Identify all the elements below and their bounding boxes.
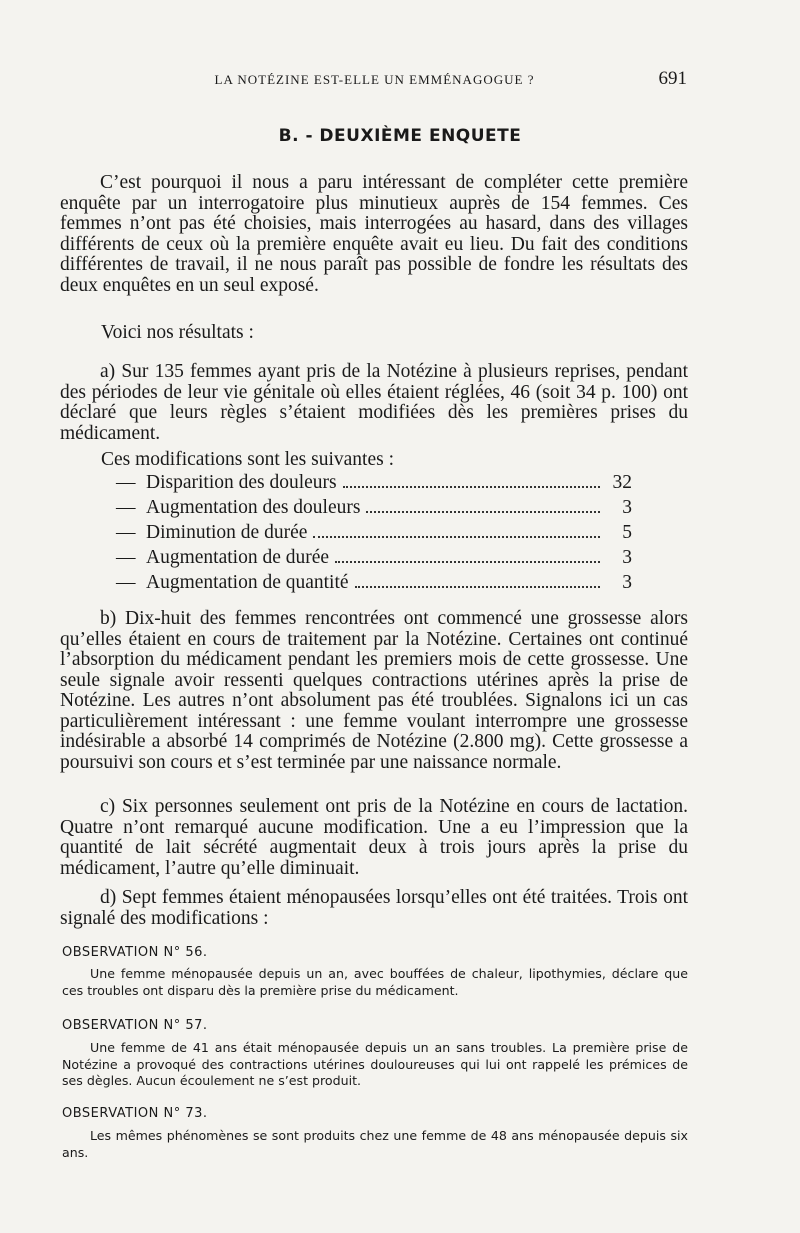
observation-text: Une femme ménopausée depuis un an, avec bouffées de chaleur, lipothymies, déclare que ces troubles ont disparu dès la première prise du médicament. (62, 966, 688, 998)
list-item (116, 497, 632, 522)
list-item-label: Diminution de durée (146, 522, 308, 543)
list-item-count: 32 (612, 472, 632, 493)
list-dash: — (116, 497, 136, 518)
list-item-label: Augmentation des douleurs (146, 497, 361, 518)
observation-heading: OBSERVATION N° 73. (62, 1106, 208, 1121)
observation-heading: OBSERVATION N° 57. (62, 1018, 208, 1033)
running-title: LA NOTÉZINE EST-ELLE UN EMMÉNAGOGUE ? (214, 72, 535, 87)
paragraph-c (60, 797, 688, 879)
list-item (116, 522, 632, 547)
paragraph-b-text: b) Dix-huit des femmes rencontrées ont commencé une grossesse alors qu’elles étaient en cours de traitement par la Notézine. Certaines ont continué l’absorption du médicament pendant les premiers mois de cette grossesse. Une seule signale avoir ressenti quelques contractions utérines après la prise de Notézine. Les autres n’ont absolument pas été troublées. Signalons ici un cas particulièrement intéressant : une femme voulant interrompre une grossesse indésirable a absorbé 14 comprimés de Notézine (2.800 mg). Cette grossesse a poursuivi son cours et s’est terminée par une naissance normale. (60, 608, 688, 773)
list-dash: — (116, 547, 136, 568)
observation-text: Une femme de 41 ans était ménopausée depuis un an sans troubles. La première prise de Notézine a provoqué des contractions utérines douloureuses qui lui ont rappelé les prémices de ses dègles. Aucun écoulement ne s’est produit. (62, 1040, 688, 1088)
paragraph-b (60, 609, 688, 773)
section-title: B. - DEUXIÈME ENQUETE (278, 126, 522, 146)
dot-leader (366, 511, 600, 513)
list-item (116, 572, 632, 597)
observation-text: Les mêmes phénomènes se sont produits chez une femme de 48 ans ménopausée depuis six ans. (62, 1128, 688, 1160)
results-intro-text: Voici nos résultats : (101, 322, 254, 343)
list-item-count: 3 (622, 572, 632, 593)
observation-heading: OBSERVATION N° 56. (62, 945, 208, 960)
list-item (116, 547, 632, 572)
dot-leader (355, 586, 600, 588)
list-dash: — (116, 522, 136, 543)
list-dash: — (116, 572, 136, 593)
paragraph-results-intro (101, 323, 688, 344)
dot-leader (313, 536, 600, 538)
paragraph-d (60, 888, 688, 929)
list-item-count: 3 (622, 547, 632, 568)
paragraph-a-text: a) Sur 135 femmes ayant pris de la Notézine à plusieurs reprises, pendant des périodes de leur vie génitale où elles étaient réglées, 46 (soit 34 p. 100) ont déclaré que leurs règles s’étaient modifiées dès les premières prises du médicament. (60, 361, 688, 444)
dot-leader (335, 561, 600, 563)
list-item-count: 3 (622, 497, 632, 518)
list-item-label: Augmentation de quantité (146, 572, 349, 593)
paragraph-c-text: c) Six personnes seulement ont pris de la Notézine en cours de lactation. Quatre n’ont remarqué aucune modification. Une a eu l’impression que la quantité de lait sécrété augmentait deux à trois jours après la prise du médicament, l’autre qu’elle diminuait. (60, 796, 688, 879)
modifications-list (116, 472, 632, 597)
page-header (62, 68, 687, 94)
list-item (116, 472, 632, 497)
list-item-count: 5 (622, 522, 632, 543)
list-item-label: Augmentation de durée (146, 547, 330, 568)
paragraph-d-text: d) Sept femmes étaient ménopausées lorsqu’elles ont été traitées. Trois ont signalé des modifications : (60, 887, 688, 929)
dot-leader (343, 486, 600, 488)
list-dash: — (116, 472, 136, 493)
page-number: 691 (658, 68, 687, 89)
paragraph-intro (60, 173, 688, 296)
paragraph-intro-text: C’est pourquoi il nous a paru intéressant de compléter cette première enquête par un interrogatoire plus minutieux auprès de 154 femmes. Ces femmes n’ont pas été choisies, mais interrogées au hasard, dans des villages différents de ceux où la première enquête avait eu lieu. Du fait des conditions différentes de travail, il ne nous paraît pas possible de fondre les résultats des deux enquêtes en un seul exposé. (60, 172, 688, 296)
paragraph-a (60, 362, 688, 444)
list-item-label: Disparition des douleurs (146, 472, 337, 493)
modifications-intro: Ces modifications sont les suivantes : (101, 449, 395, 470)
